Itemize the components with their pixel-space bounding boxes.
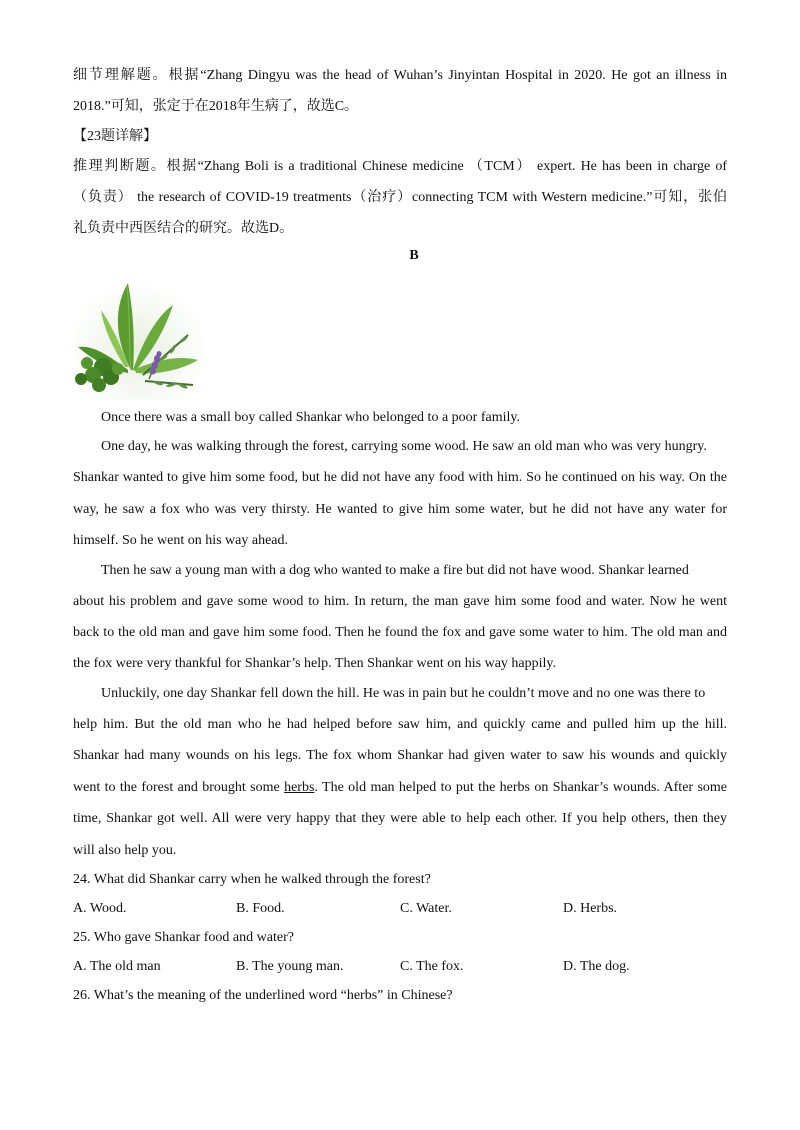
paragraph-3-line: the fox were very thankful for Shankar’s help. Then Shankar went on his way happily.	[73, 656, 557, 671]
paragraph-3-line: about his problem and gave some wood to him. In return, the man gave him some food and water. Now he went	[73, 594, 727, 609]
option-a[interactable]: A. The old man	[73, 959, 161, 974]
question-stem: 25. Who gave Shankar food and water?	[73, 930, 294, 945]
option-b[interactable]: B. The young man.	[236, 959, 344, 974]
option-b[interactable]: B. Food.	[236, 901, 285, 916]
explanation-line: （负责） the research of COVID-19 treatments（治疗）connecting TCM with Western medicine.”可知，张伯	[73, 190, 727, 205]
paragraph-4-line	[73, 780, 727, 796]
question-stem: 26. What’s the meaning of the underlined word “herbs” in Chinese?	[73, 988, 453, 1003]
text-segment: . The old man helped to put the herbs on Shankar’s wounds. After some	[314, 780, 728, 795]
paragraph-1: Once there was a small boy called Shankar who belonged to a poor family.	[101, 410, 520, 425]
paragraph-2-line: Shankar wanted to give him some food, but he did not have any food with him. So he continued on his way. On the	[73, 470, 727, 485]
explanation-line: 推理判断题。根据“Zhang Boli is a traditional Chinese medicine （TCM） expert. He has been in charge of	[73, 159, 727, 174]
explanation-line: 2018.”可知，张定于在2018年生病了，故选C。	[73, 99, 359, 114]
option-c[interactable]: C. Water.	[400, 901, 452, 916]
paragraph-4-line: Shankar had many wounds on his legs. The fox whom Shankar had given water to saw his wounds and quickly	[73, 748, 727, 763]
paragraph-2-line: way, he saw a fox who was very thirsty. He wanted to give him some water, but he did not have any water for	[73, 502, 727, 517]
question-23-label: 【23题详解】	[73, 129, 157, 144]
paragraph-4-line: time, Shankar got well. All were very happy that they were able to help each other. If you help others, then they	[73, 811, 727, 826]
text-segment: went to the forest and brought some	[73, 780, 285, 795]
underlined-word-herbs: herbs	[284, 780, 315, 795]
explanation-line: 礼负责中西医结合的研究。故选D。	[73, 221, 294, 236]
paragraph-4-line: will also help you.	[73, 843, 177, 858]
section-title: B	[409, 248, 419, 263]
paragraph-4-line: Unluckily, one day Shankar fell down the hill. He was in pain but he couldn’t move and no one was there to	[101, 686, 706, 701]
paragraph-3-line: Then he saw a young man with a dog who wanted to make a fire but did not have wood. Shankar learned	[101, 563, 689, 578]
option-d[interactable]: D. Herbs.	[563, 901, 618, 916]
paragraph-4-line: help him. But the old man who he had helped before saw him, and quickly came and pulled him up the hill.	[73, 717, 727, 732]
explanation-line: 细节理解题。根据“Zhang Dingyu was the head of Wuhan’s Jinyintan Hospital in 2020. He got an illness in	[73, 68, 727, 83]
question-stem: 24. What did Shankar carry when he walked through the forest?	[73, 872, 431, 887]
paragraph-2-line: himself. So he went on his way ahead.	[73, 533, 289, 548]
option-d[interactable]: D. The dog.	[563, 959, 630, 974]
herb-bundle-icon	[73, 275, 203, 400]
paragraph-2-line: One day, he was walking through the forest, carrying some wood. He saw an old man who was very hungry.	[101, 439, 707, 454]
option-a[interactable]: A. Wood.	[73, 901, 127, 916]
option-c[interactable]: C. The fox.	[400, 959, 464, 974]
paragraph-3-line: back to the old man and gave him some food. Then he found the fox and gave some water to him. The old man and	[73, 625, 727, 640]
